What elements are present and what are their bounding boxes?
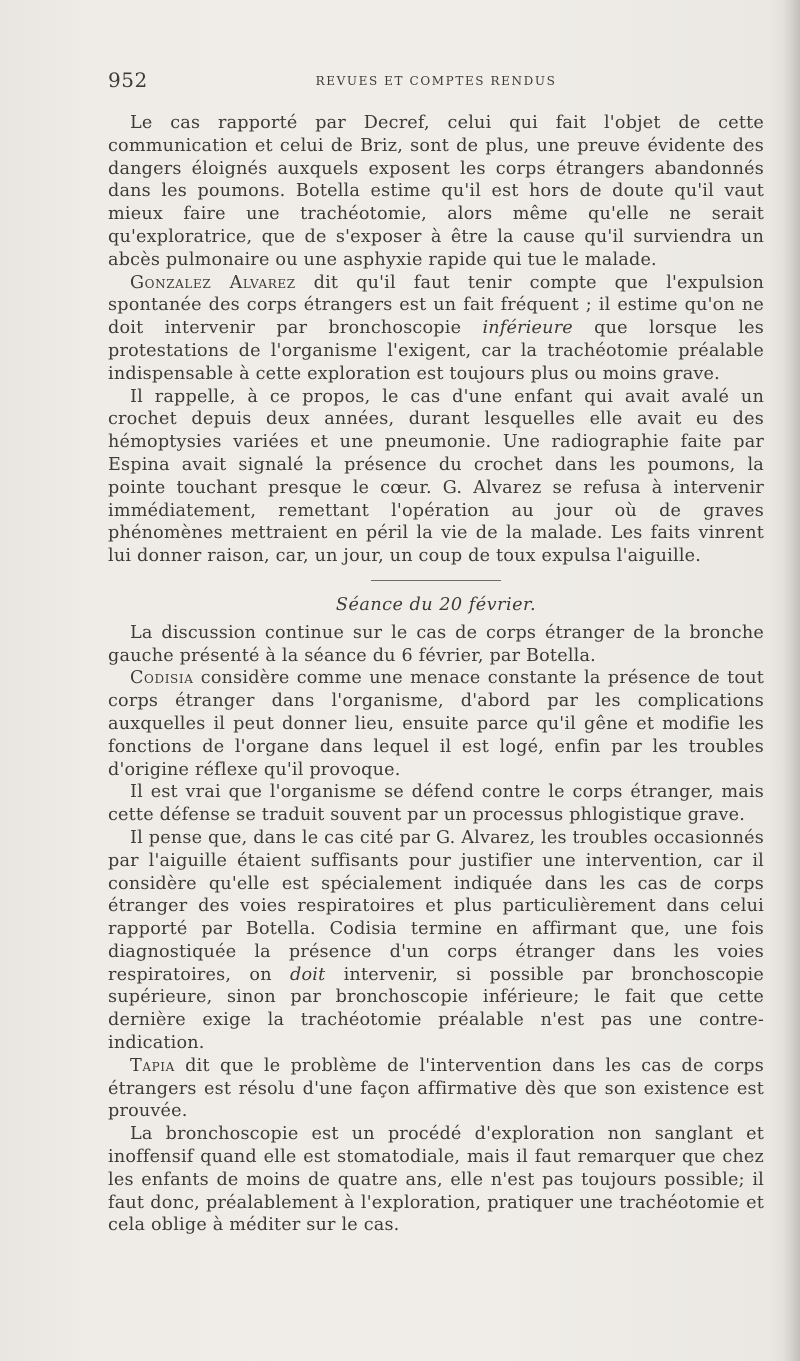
- paragraph-text: considère comme une menace constante la présence de tout corps étranger dans l'organisme, d'abord par les complications auxquelles il peut donner lieu, ensuite parce qu'il gêne et modifie les fonctions de l'organe dans lequel il est logé, enfin par les troubles d'origine réflexe qu'il provoque.: [108, 668, 764, 780]
- paragraph-tapia: [108, 1055, 764, 1123]
- paragraph-text: que lorsque les protestations de l'organisme l'exigent, car la trachéotomie préalable indispensable à cette exploration est toujours plus ou moins grave.: [108, 318, 765, 384]
- paragraph-bronchoscopy: [108, 1123, 764, 1237]
- paragraph-text: Il rappelle, à ce propos, le cas d'une enfant qui avait avalé un crochet depuis deux années, durant lesquelles elle avait eu des hémoptysies variées et une pneumonie. Une radiographie faite par Espina avait signalé la présence du crochet dans les poumons, la pointe touchant presque le cœur. G. Alvarez se refusa à intervenir immédiatement, remettant l'opération au jour où de graves phénomènes mettraient en péril la vie de la malade. Les faits vinrent lui donner raison, car, un jour, un coup de toux expulsa l'aiguille.: [108, 386, 764, 567]
- paragraph-text: intervenir, si possible par bronchoscopie supérieure, sinon par bronchoscopie inférieure; le fait que cette dernière exige la trachéotomie préalable n'est pas une contre-indication.: [108, 964, 764, 1054]
- paragraph-text: Le cas rapporté par Decref, celui qui fait l'objet de cette communication et celui de Briz, sont de plus, une preuve évidente des dangers éloignés auxquels exposent les corps étrangers abandonnés dans les poumons. Botella estime qu'il est hors de doute qu'il vaut mieux faire une trachéotomie, alors même qu'elle ne serait qu'exploratrice, que de s'exposer à être la cause qu'il surviendra un abcès pulmonaire ou une asphyxie rapide qui tue le malade.: [108, 113, 764, 270]
- speaker-name: Tapia: [130, 1055, 175, 1076]
- paragraph-text: La discussion continue sur le cas de corps étranger de la bronche gauche présenté à la séance du 6 février, par Botella.: [108, 622, 764, 666]
- section-title: Séance du 20 février.: [335, 594, 537, 615]
- paragraph-gonzalez-alvarez: [108, 272, 764, 386]
- page-edge-shadow: [782, 0, 800, 1361]
- page-header: [108, 68, 764, 98]
- paragraph-text: dit que le problème de l'intervention dans les cas de corps étrangers est résolu d'une façon affirmative dès que son existence est prouvée.: [108, 1055, 764, 1122]
- paragraph-text: Il pense que, dans le cas cité par G. Alvarez, les troubles occasionnés par l'aiguille étaient suffisants pour justifier une intervention, car il considère qu'elle est spécialement indiquée dans les cas de corps étranger des voies respiratoires et plus particulièrement dans celui rapporté par Botella. Codisia termine en affirmant que, une fois diagnostiquée la présence d'un corps étranger dans les voies respiratoires, on: [108, 827, 764, 985]
- emphasis-text: doit: [289, 964, 326, 985]
- paragraph-text: dit qu'il faut tenir compte que l'expulsion spontanée des corps étrangers est un fait fréquent ; il estime qu'on ne doit intervenir par bronchoscopie: [108, 272, 764, 339]
- article-body: [108, 112, 764, 1237]
- paragraph-discussion: [108, 622, 764, 668]
- paragraph-decref-briz: [108, 112, 764, 272]
- emphasis-text: inférieure: [482, 318, 573, 339]
- paragraph-text: Il est vrai que l'organisme se défend contre le corps étranger, mais cette défense se traduit souvent par un processus phlogistique grave.: [108, 782, 764, 826]
- speaker-name: Gonzalez Alvarez: [130, 272, 296, 293]
- paragraph-crochet-case: [108, 386, 764, 568]
- paragraph-text: La bronchoscopie est un procédé d'exploration non sanglant et inoffensif quand elle est stomatodiale, mais il faut remarquer que chez les enfants de moins de quatre ans, elle n'est pas toujours possible; il faut donc, préalablement à l'exploration, pratiquer une trachéotomie et cela oblige à méditer sur le cas.: [108, 1124, 764, 1236]
- running-head: REVUES ET COMPTES RENDUS: [315, 74, 557, 88]
- page-number: 952: [108, 68, 148, 92]
- speaker-name: Codisia: [130, 668, 194, 689]
- paragraph-defense: [108, 781, 764, 827]
- paragraph-codisia: [108, 667, 764, 781]
- section-divider: [371, 580, 501, 581]
- paragraph-codisia-conclusion: [108, 827, 764, 1055]
